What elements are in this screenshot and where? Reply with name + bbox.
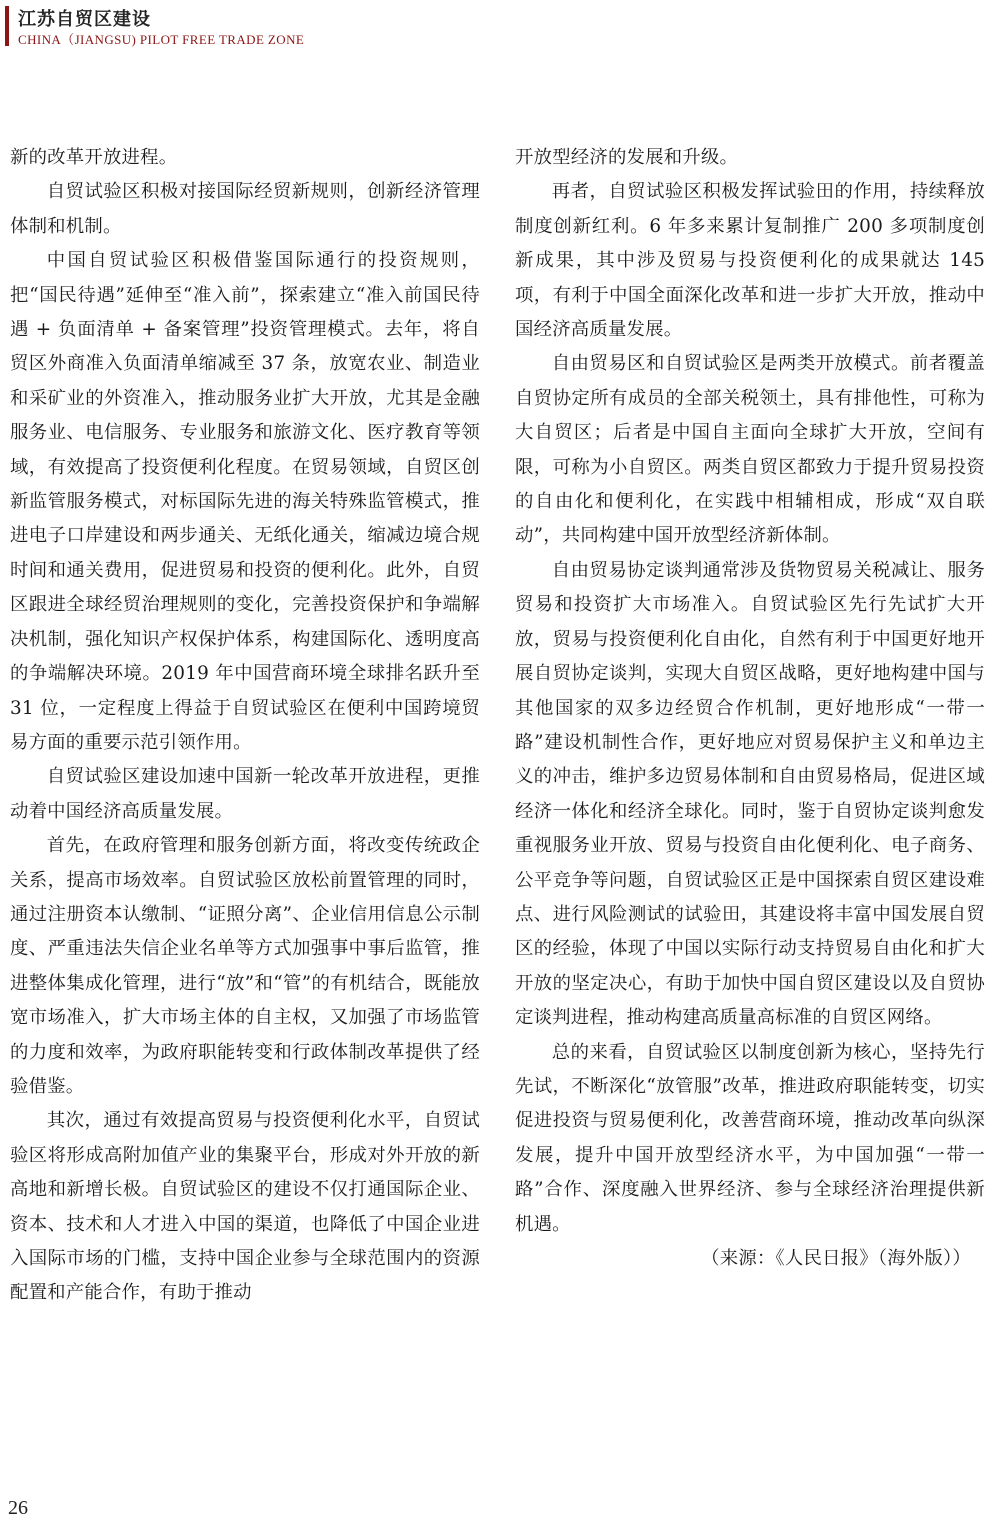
header-accent-bar xyxy=(5,6,9,46)
paragraph: 自由贸易区和自贸试验区是两类开放模式。前者覆盖自贸协定所有成员的全部关税领土，具有排他性，可称为大自贸区；后者是中国自主面向全球扩大开放，空间有限，可称为小自贸区。两类自贸区都致力于提升贸易投资的自由化和便利化，在实践中相辅相成，形成“双自联动”，共同构建中国开放型经济新体制。 xyxy=(515,353,985,547)
paragraph: 自由贸易协定谈判通常涉及货物贸易关税减让、服务贸易和投资扩大市场准入。自贸试验区先行先试扩大开放，贸易与投资便利化自由化，自然有利于中国更好地开展自贸协定谈判，实现大自贸区战略，更好地构建中国与其他国家的双多边经贸合作机制，更好地形成“一带一路”建设机制性合作，更好地应对贸易保护主义和单边主义的冲击，维护多边贸易体制和自由贸易格局，促进区域经济一体化和经济全球化。同时，鉴于自贸协定谈判愈发重视服务业开放、贸易与投资自由化便利化、电子商务、公平竞争等问题，自贸试验区正是中国探索自贸区建设难点、进行风险测试的试验田，其建设将丰富中国发展自贸区的经验，体现了中国以实际行动支持贸易自由化和扩大开放的坚定决心，有助于加快中国自贸区建设以及自贸协定谈判进程，推动构建高质量高标准的自贸区网络。 xyxy=(515,559,985,1029)
right-column xyxy=(515,141,985,1276)
paragraph: 新的改革开放进程。 xyxy=(10,147,178,168)
header-title: 江苏自贸区建设 xyxy=(18,9,151,30)
paragraph: 中国自贸试验区积极借鉴国际通行的投资规则，把“国民待遇”延伸至“准入前”，探索建立“准入前国民待遇 + 负面清单 + 备案管理”投资管理模式。去年，将自贸区外商准入负面清单缩减至 37 条，放宽农业、制造业和采矿业的外资准入，推动服务业扩大开放，尤其是金融服务业、电信服务、专业服务和旅游文化、医疗教育等领域，有效提高了投资便利化程度。在贸易领域，自贸区创新监管服务模式，对标国际先进的海关特殊监管模式，推进电子口岸建设和两步通关、无纸化通关，缩减边境合规时间和通关费用，促进贸易和投资的便利化。此外，自贸区跟进全球经贸治理规则的变化，完善投资保护和争端解决机制，强化知识产权保护体系，构建国际化、透明度高的争端解决环境。2019 年中国营商环境全球排名跃升至 31 位，一定程度上得益于自贸试验区在便利中国跨境贸易方面的重要示范引领作用。 xyxy=(10,250,480,753)
header-subtitle: CHINA（JIANGSU) PILOT FREE TRADE ZONE xyxy=(18,32,305,47)
paragraph: 总的来看，自贸试验区以制度创新为核心，坚持先行先试，不断深化“放管服”改革，推进政府职能转变，切实促进投资与贸易便利化，改善营商环境，推动改革向纵深发展，提升中国开放型经济水平，为中国加强“一带一路”合作、深度融入世界经济、参与全球经济治理提供新机遇。 xyxy=(515,1041,985,1235)
left-column xyxy=(10,141,480,1311)
page-number: 26 xyxy=(8,1497,28,1519)
source-citation: （来源：《人民日报》（海外版）） xyxy=(701,1248,971,1269)
paragraph: 其次，通过有效提高贸易与投资便利化水平，自贸试验区将形成高附加值产业的集聚平台，形成对外开放的新高地和新增长极。自贸试验区的建设不仅打通国际企业、资本、技术和人才进入中国的渠道，也降低了中国企业进入国际市场的门槛，支持中国企业参与全球范围内的资源配置和产能合作，有助于推动 xyxy=(10,1110,480,1304)
paragraph: 开放型经济的发展和升级。 xyxy=(515,147,739,168)
paragraph: 自贸试验区建设加速中国新一轮改革开放进程，更推动着中国经济高质量发展。 xyxy=(10,766,480,822)
paragraph: 再者，自贸试验区积极发挥试验田的作用，持续释放制度创新红利。6 年多来累计复制推广 200 多项制度创新成果，其中涉及贸易与投资便利化的成果就达 145 项，有利于中国全面深化改革和进一步扩大开放，推动中国经济高质量发展。 xyxy=(515,181,985,341)
paragraph: 自贸试验区积极对接国际经贸新规则，创新经济管理体制和机制。 xyxy=(10,181,480,237)
paragraph: 首先，在政府管理和服务创新方面，将改变传统政企关系，提高市场效率。自贸试验区放松前置管理的同时，通过注册资本认缴制、“证照分离”、企业信用信息公示制度、严重违法失信企业名单等方式加强事中事后监管，推进整体集成化管理，进行“放”和“管”的有机结合，既能放宽市场准入，扩大市场主体的自主权，又加强了市场监管的力度和效率，为政府职能转变和行政体制改革提供了经验借鉴。 xyxy=(10,835,480,1097)
